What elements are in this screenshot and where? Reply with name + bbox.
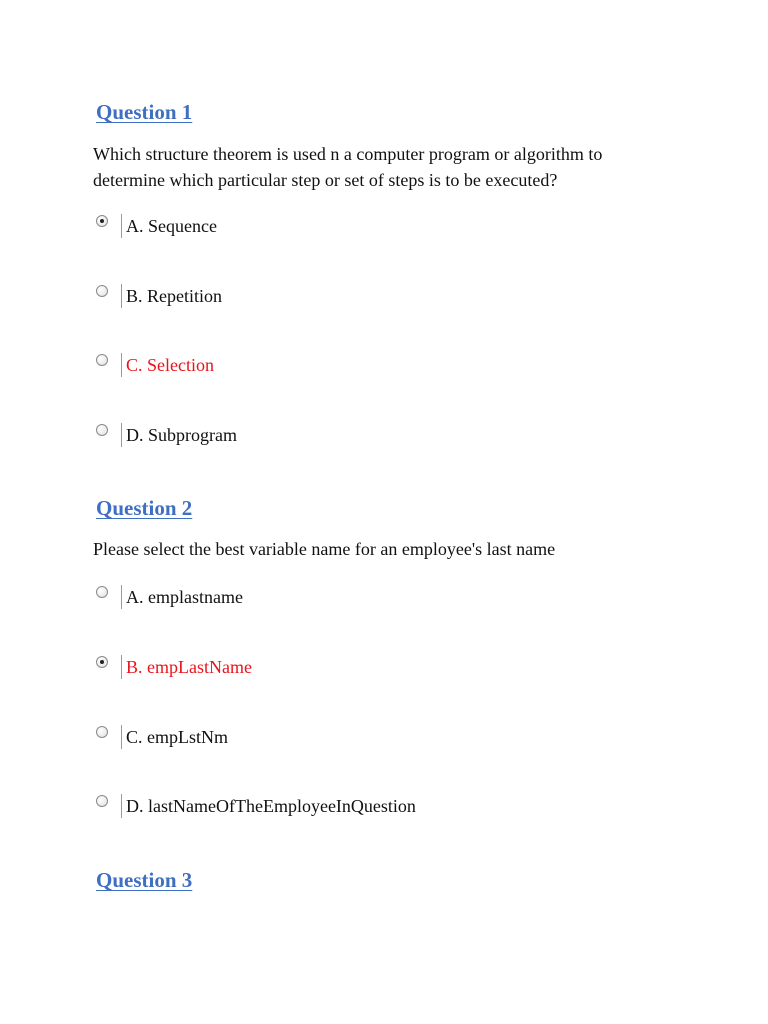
question-2-option-b[interactable] [96,655,252,679]
radio-button-checked[interactable] [96,215,108,227]
option-label: D. lastNameOfTheEmployeeInQuestion [126,796,416,816]
option-separator [121,284,122,308]
radio-button-checked[interactable] [96,656,108,668]
radio-button[interactable] [96,726,108,738]
option-label: D. Subprogram [126,425,237,445]
option-separator [121,585,122,609]
option-label: A. emplastname [126,587,243,607]
radio-button[interactable] [96,354,108,366]
question-2-heading: Question 2 [96,496,193,520]
question-3-heading: Question 3 [96,868,193,892]
option-label: B. Repetition [126,286,222,306]
option-separator [121,725,122,749]
question-2-option-a[interactable] [96,585,243,609]
question-1-option-c[interactable] [96,353,214,377]
option-separator [121,655,122,679]
question-2-text: Please select the best variable name for an employee's last name [93,539,556,559]
option-separator [121,423,122,447]
question-1-text: Which structure theorem is used n a computer program or algorithm to determine which particular step or set of steps is to be executed? [93,144,603,190]
option-label: C. empLstNm [126,727,228,747]
radio-button[interactable] [96,424,108,436]
option-separator [121,214,122,238]
question-1-option-a[interactable] [96,214,217,238]
option-separator [121,794,122,818]
question-1-option-d[interactable] [96,423,237,447]
question-2-option-c[interactable] [96,725,228,749]
option-label: A. Sequence [126,216,217,236]
question-1-option-b[interactable] [96,284,222,308]
radio-button[interactable] [96,285,108,297]
option-label-correct: B. empLastName [126,657,252,677]
question-1-heading: Question 1 [96,100,193,124]
option-separator [121,353,122,377]
question-2-option-d[interactable] [96,794,416,818]
radio-button[interactable] [96,795,108,807]
option-label-correct: C. Selection [126,355,214,375]
radio-button[interactable] [96,586,108,598]
